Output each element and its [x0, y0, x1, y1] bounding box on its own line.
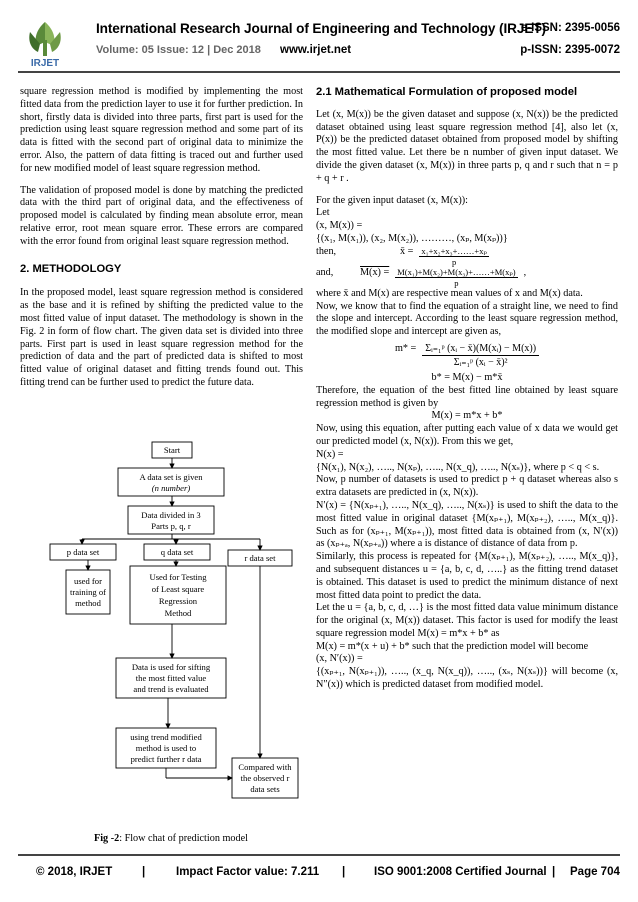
denominator: Σᵢ₌₁ᵖ (xᵢ − x̄)² — [453, 356, 508, 368]
equation: x̄ = — [400, 245, 414, 257]
equation-line: M(x) = m*x + b* — [431, 410, 503, 422]
testing-label: Used for Testing — [149, 572, 207, 582]
paragraph: Therefore, the equation of the best fitted line obtained by least square regression method is given by — [316, 384, 618, 409]
footer-separator: | — [342, 866, 346, 878]
numerator: Σᵢ₌₁ᵖ (xᵢ − x̄)(M(xᵢ) − M(x)) — [422, 342, 539, 356]
volume-issue: Volume: 05 Issue: 12 | Dec 2018 — [96, 44, 261, 56]
section-heading: 2. METHODOLOGY — [20, 262, 122, 275]
q-set-label: q data set — [160, 547, 194, 557]
paragraph: {(xₚ₊₁, N(xₚ₊₁)), ….., (x_q, N(x_q)), ….., (xₛ, N(xₛ))} will become (x, N″(x)) which is predicted dataset from modified model. — [316, 666, 618, 691]
equation: (x, N′(x)) = — [316, 653, 363, 665]
given-label: A data set is given — [139, 472, 203, 482]
compared-label: the observed r — [240, 773, 290, 783]
subsection-heading: 2.1 Mathematical Formulation of proposed model — [316, 86, 578, 98]
paragraph: Now, p number of datasets is used to predict p + q dataset whereas also s extra datasets are predicted in (x, N(x)). — [316, 474, 618, 499]
compared-label: Compared with — [238, 762, 292, 772]
denominator: p — [454, 277, 459, 288]
paragraph: Now, we know that to find the equation of a straight line, we need to find the slope and intercept. According to the least square regression method, the modified slope and intercept are given as, — [316, 300, 618, 338]
trend-label: using trend modified — [130, 732, 202, 742]
equation: N(x) = — [316, 448, 344, 460]
p-set-label: p data set — [66, 547, 100, 557]
text-line: and, — [316, 266, 334, 278]
equation: m* = — [394, 342, 417, 354]
paragraph: For the given input dataset (x, M(x)): — [316, 194, 468, 206]
equation-slope — [316, 342, 618, 369]
logo-text: IRJET — [30, 58, 60, 68]
paragraph: Let (x, M(x)) be the given dataset and suppose (x, N(x)) be the predicted dataset obtained using least square regression method [4], also let (x, P(x)) be the predicted dataset obtained from proposed model by shifting the most fitted value. Let there be n number of given input dataset. We divide the given dataset (x, M(x)) in three parts p, q and r such that n = p + q + r . — [316, 108, 618, 184]
journal-title: International Research Journal of Engineering and Technology (IRJET) — [96, 21, 546, 36]
paragraph: square regression method is modified by implementing the most fitted data from the prediction layer to use it for further prediction. In short, firstly data is divided into three parts, first part is used for the prediction using least square regression method and some part of its data is fitted with the second part of original data to minimize the error. Also, the pattern of data fitting is traced out and further used for new modified model of least square regression method. — [20, 86, 303, 174]
figure-caption-text: : Flow chat of prediction model — [119, 833, 248, 844]
sifting-label: and trend is evaluated — [133, 684, 209, 694]
equation-mean-x — [316, 246, 618, 267]
training-label: training of — [69, 587, 107, 597]
r-set-label: r data set — [244, 553, 276, 563]
paragraph: where x̄ and M(x) are respective mean values of x and M(x) data. — [316, 287, 583, 299]
paragraph: Similarly, this process is repeated for {M(xₚ₊₁), M(xₚ₊₂), ….., M(x_q)}, and subsequent distances u = {a, b, c, d, …..} as the fitting trend dataset is obtained. This dataset is used to predict the minimum distance of next most fitted data point to predict the data. — [316, 551, 618, 601]
impact-factor: Impact Factor value: 7.211 — [176, 866, 320, 878]
start-label: Start — [163, 445, 181, 455]
equation: M(x) = — [360, 266, 390, 278]
paragraph: N′(x) = {N(xₚ₊₁), ….., N(x_q), ….., N(xₛ)} is used to shift the data to the most fitted value in original dataset {M(xₚ₊₁), M(xₚ₊₂), ….., M(x_q)}. Such as for (xₚ₊₁, M(xₚ₊₁)), most fitted data is obtained from (x, N′(x)) as (xₚ₊ₐ, N(xₚ₊ₐ)) where a is distance of distance of data from p. — [316, 499, 618, 550]
testing-label: Regression — [158, 596, 198, 606]
iso-certification: ISO 9001:2008 Certified Journal — [374, 866, 547, 878]
denominator: p — [452, 256, 457, 267]
journal-website[interactable]: www.irjet.net — [280, 44, 352, 56]
footer-separator: | — [142, 866, 146, 878]
sifting-label: Data is used for sifting — [131, 662, 211, 672]
equation: {(x₁, M(x₁)), (x₂, M(x₂)), ………, (xₚ, M(xₚ))} — [316, 232, 508, 244]
fraction — [395, 267, 517, 288]
training-label: method — [75, 598, 101, 608]
paragraph: In the proposed model, least square regression method is considered as the base and it is refined by shifting the predicted value to the most fitted value of input dataset. The methodology is shown in the Fig. 2 in form of flow chart. The given data set is divided into three parts. First part is used in least square regression method for the prediction of data and the part of predicted data is shifted to most fitted value of original dataset and fitting trends found out. This fitting trend can be further used to predict the future data. — [20, 287, 303, 388]
text-line: Let — [316, 207, 330, 219]
page-header — [18, 14, 620, 72]
footer-separator: | — [552, 866, 556, 878]
figure-label: Fig -2 — [94, 833, 120, 844]
sifting-label: the most fitted value — [135, 673, 207, 683]
equation-intercept: b* = M(x) − m*x̄ — [431, 371, 503, 383]
trend-label: method is used to — [135, 743, 197, 753]
paragraph: Let the u = {a, b, c, d, …} is the most fitted data value minimum distance for the original (x, M(x)) dataset. This factor is used for modify the least square regression model M(x) = m*x + b* as — [316, 602, 618, 639]
equation-mean-m — [316, 267, 618, 288]
given-label: (n number) — [151, 483, 191, 493]
divided-label: Parts p, q, r — [151, 521, 191, 531]
page-number: Page 704 — [570, 866, 620, 878]
pissn: p-ISSN: 2395-0072 — [520, 44, 620, 56]
header-divider — [18, 71, 620, 73]
equation: (x, M(x)) = — [316, 220, 363, 232]
equation: {N(x₁), N(x₂), ….., N(xₚ), ….., N(x_q), ….., N(xₛ)}, where p < q < s. — [316, 461, 600, 473]
divided-label: Data divided in 3 — [141, 510, 201, 520]
irjet-logo-icon — [22, 18, 68, 68]
numerator: x₁+x₂+x₃+……+xₚ — [421, 245, 487, 256]
right-column — [316, 86, 618, 692]
fraction — [419, 246, 488, 267]
compared-label: data sets — [250, 784, 280, 794]
equation: , — [523, 266, 527, 278]
paragraph: Now, using this equation, after putting each value of x data we would get our predicted model (x, N(x)). From this we get, — [316, 423, 618, 447]
footer-divider — [18, 854, 620, 856]
left-column — [20, 86, 303, 399]
training-label: used for — [74, 576, 102, 586]
figure-caption — [94, 833, 248, 844]
numerator: M(x₁)+M(x₂)+M(x₃)+……+M(xₚ) — [397, 266, 516, 277]
testing-label: Method — [164, 608, 192, 618]
eissn: e-ISSN: 2395-0056 — [520, 22, 620, 34]
paragraph: M(x) = m*(x + u) + b* such that the prediction model will become — [316, 640, 589, 652]
trend-label: predict further r data — [130, 754, 202, 764]
flowchart — [48, 436, 302, 826]
copyright: © 2018, IRJET — [36, 866, 113, 878]
testing-label: of Least square — [151, 584, 205, 594]
paragraph: The validation of proposed model is done by matching the predicted data with the third part of original data, and the effectiveness of proposed model is calculated by finding mean absolute error, mean relative error, root mean square error. These errors are compared with the error found from original least square regression method. — [20, 184, 303, 247]
fraction — [422, 342, 539, 369]
text-line: then, — [316, 245, 337, 257]
